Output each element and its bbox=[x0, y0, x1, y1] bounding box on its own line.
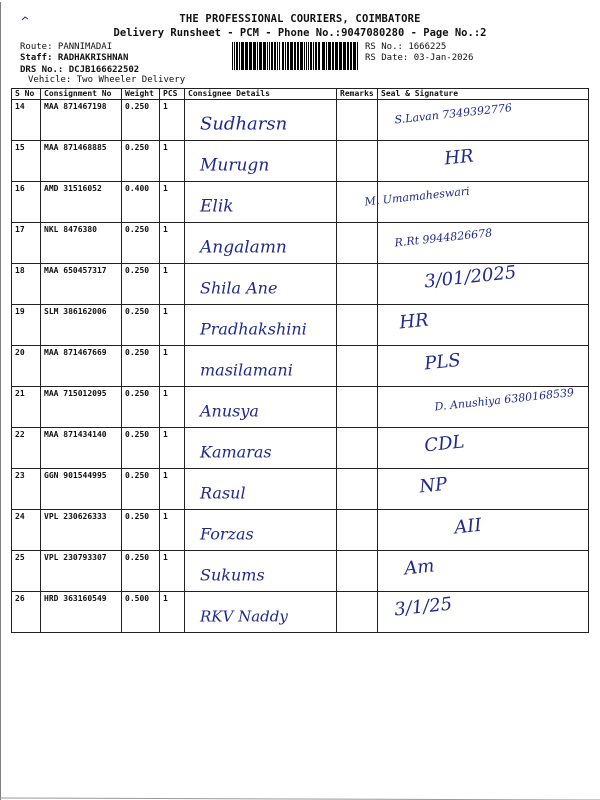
handwritten-seal-signature: AII bbox=[453, 514, 483, 539]
cell-pcs: 1 bbox=[160, 100, 185, 141]
handwritten-consignee-signature: masilamani bbox=[200, 360, 293, 380]
cell-sno: 21 bbox=[12, 387, 41, 428]
cell-remarks bbox=[337, 592, 378, 633]
table-row bbox=[12, 469, 589, 510]
cell-consignee bbox=[185, 305, 337, 346]
handwritten-consignee-signature: RKV Naddy bbox=[200, 607, 288, 626]
handwritten-consignee-signature: Murugn bbox=[200, 155, 270, 176]
cell-consignee bbox=[185, 346, 337, 387]
col-header-seal: Seal & Signature bbox=[378, 89, 589, 100]
table-row bbox=[12, 551, 589, 592]
vehicle-label: Vehicle: Two Wheeler Delivery bbox=[28, 75, 186, 85]
cell-sno: 17 bbox=[12, 223, 41, 264]
cell-remarks bbox=[337, 264, 378, 305]
cell-seal-signature bbox=[378, 141, 589, 182]
cell-sno: 22 bbox=[12, 428, 41, 469]
handwritten-seal-signature: R.Rt 9944826678 bbox=[393, 226, 493, 250]
cell-weight: 0.250 bbox=[122, 141, 160, 182]
cell-seal-signature bbox=[378, 551, 589, 592]
cell-pcs: 1 bbox=[160, 510, 185, 551]
cell-sno: 15 bbox=[12, 141, 41, 182]
cell-consignment-no: NKL 8476380 bbox=[41, 223, 122, 264]
cell-consignee bbox=[185, 469, 337, 510]
handwritten-consignee-signature: Sukums bbox=[200, 565, 265, 585]
handwritten-seal-signature: NP bbox=[418, 473, 449, 498]
handwritten-seal-signature: CDL bbox=[423, 431, 466, 457]
handwritten-consignee-signature: Sudharsn bbox=[200, 113, 288, 135]
cell-remarks bbox=[337, 305, 378, 346]
cell-pcs: 1 bbox=[160, 182, 185, 223]
cell-pcs: 1 bbox=[160, 223, 185, 264]
col-header-pcs: PCS bbox=[160, 89, 185, 100]
cell-sno: 23 bbox=[12, 469, 41, 510]
col-header-consignment: Consignment No bbox=[41, 89, 122, 100]
cell-sno: 20 bbox=[12, 346, 41, 387]
staff-label: Staff: RADHAKRISHNAN bbox=[20, 53, 129, 63]
cell-consignee bbox=[185, 592, 337, 633]
col-header-weight: Weight bbox=[122, 89, 160, 100]
cell-weight: 0.250 bbox=[122, 264, 160, 305]
cell-pcs: 1 bbox=[160, 592, 185, 633]
cell-consignment-no: VPL 230793307 bbox=[41, 551, 122, 592]
cell-consignee bbox=[185, 223, 337, 264]
cell-remarks bbox=[337, 551, 378, 592]
table-row bbox=[12, 264, 589, 305]
barcode-image bbox=[232, 42, 360, 70]
cell-consignment-no: SLM 386162006 bbox=[41, 305, 122, 346]
col-header-sno: S No bbox=[12, 89, 41, 100]
cell-weight: 0.250 bbox=[122, 428, 160, 469]
table-row bbox=[12, 182, 589, 223]
cell-remarks bbox=[337, 100, 378, 141]
table-row bbox=[12, 592, 589, 633]
handwritten-consignee-signature: Anusya bbox=[200, 401, 259, 421]
cell-pcs: 1 bbox=[160, 428, 185, 469]
cell-seal-signature bbox=[378, 387, 589, 428]
cell-consignee bbox=[185, 387, 337, 428]
handwritten-consignee-signature: Forzas bbox=[200, 524, 254, 544]
cell-consignee bbox=[185, 551, 337, 592]
cell-consignment-no: VPL 230626333 bbox=[41, 510, 122, 551]
cell-weight: 0.250 bbox=[122, 100, 160, 141]
cell-remarks bbox=[337, 469, 378, 510]
cell-seal-signature bbox=[378, 346, 589, 387]
cell-consignment-no: MAA 650457317 bbox=[41, 264, 122, 305]
handwritten-consignee-signature: Pradhakshini bbox=[200, 319, 307, 339]
handwritten-seal-signature: HR bbox=[443, 145, 475, 170]
handwritten-seal-signature: Am bbox=[403, 555, 436, 580]
rs-number: RS No.: 1666225 bbox=[365, 42, 447, 52]
table-row bbox=[12, 223, 589, 264]
handwritten-consignee-signature: Rasul bbox=[200, 483, 246, 503]
cell-consignment-no: MAA 871468885 bbox=[41, 141, 122, 182]
cell-consignee bbox=[185, 182, 337, 223]
cell-consignment-no: GGN 901544995 bbox=[41, 469, 122, 510]
handwritten-consignee-signature: Kamaras bbox=[200, 442, 272, 462]
company-title: THE PROFESSIONAL COURIERS, COIMBATORE bbox=[179, 13, 421, 25]
cell-remarks bbox=[337, 510, 378, 551]
handwritten-seal-signature: M. Umamaheswari bbox=[363, 184, 471, 209]
cell-seal-signature bbox=[378, 305, 589, 346]
cell-pcs: 1 bbox=[160, 305, 185, 346]
cell-weight: 0.250 bbox=[122, 551, 160, 592]
table-row bbox=[12, 387, 589, 428]
cell-sno: 24 bbox=[12, 510, 41, 551]
cell-consignee bbox=[185, 510, 337, 551]
table-row bbox=[12, 510, 589, 551]
cell-seal-signature bbox=[378, 592, 589, 633]
cell-seal-signature bbox=[378, 261, 589, 305]
handwritten-consignee-signature: Shila Ane bbox=[200, 278, 278, 298]
handwritten-seal-signature: 3/1/25 bbox=[393, 593, 454, 621]
cell-weight: 0.250 bbox=[122, 387, 160, 428]
cell-sno: 19 bbox=[12, 305, 41, 346]
cell-seal-signature bbox=[378, 182, 589, 223]
cell-seal-signature bbox=[378, 469, 589, 510]
cell-sno: 25 bbox=[12, 551, 41, 592]
col-header-consignee: Consignee Details bbox=[185, 89, 337, 100]
cell-seal-signature bbox=[378, 100, 589, 141]
cell-consignment-no: MAA 871467198 bbox=[41, 100, 122, 141]
cell-consignment-no: MAA 715012095 bbox=[41, 387, 122, 428]
cell-consignee bbox=[185, 428, 337, 469]
cell-pcs: 1 bbox=[160, 551, 185, 592]
handwritten-seal-signature: 3/01/2025 bbox=[423, 261, 518, 293]
cell-remarks bbox=[337, 182, 378, 223]
rs-date: RS Date: 03-Jan-2026 bbox=[365, 53, 474, 63]
cell-pcs: 1 bbox=[160, 264, 185, 305]
cell-remarks bbox=[337, 346, 378, 387]
handwritten-seal-signature: S.Lavan 7349392776 bbox=[393, 101, 513, 127]
cell-consignment-no: MAA 871467669 bbox=[41, 346, 122, 387]
cell-sno: 26 bbox=[12, 592, 41, 633]
cell-weight: 0.250 bbox=[122, 223, 160, 264]
cell-consignee bbox=[185, 100, 337, 141]
cell-seal-signature bbox=[378, 428, 589, 469]
handwritten-seal-signature: HR bbox=[398, 309, 430, 334]
cell-seal-signature bbox=[378, 223, 589, 264]
cell-consignee bbox=[185, 141, 337, 182]
cell-remarks bbox=[337, 223, 378, 264]
cell-pcs: 1 bbox=[160, 141, 185, 182]
handwritten-consignee-signature: Elik bbox=[200, 196, 234, 217]
cell-sno: 18 bbox=[12, 264, 41, 305]
cell-remarks bbox=[337, 141, 378, 182]
drs-number: DRS No.: DCJB166622502 bbox=[20, 65, 140, 75]
cell-weight: 0.250 bbox=[122, 346, 160, 387]
cell-sno: 16 bbox=[12, 182, 41, 223]
table-header-row bbox=[12, 89, 589, 100]
table-row bbox=[12, 305, 589, 346]
cell-weight: 0.250 bbox=[122, 469, 160, 510]
table-row bbox=[12, 346, 589, 387]
cell-weight: 0.250 bbox=[122, 305, 160, 346]
runsheet-table bbox=[11, 88, 589, 633]
table-body bbox=[12, 100, 589, 633]
table-row bbox=[12, 141, 589, 182]
cell-weight: 0.250 bbox=[122, 510, 160, 551]
table-row bbox=[12, 428, 589, 469]
cell-pcs: 1 bbox=[160, 346, 185, 387]
col-header-remarks: Remarks bbox=[337, 89, 378, 100]
handwritten-seal-signature: D. Anushiya 6380168539 bbox=[433, 385, 575, 414]
runsheet-subtitle: Delivery Runsheet - PCM - Phone No.:9047080280 - Page No.:2 bbox=[113, 27, 487, 39]
cell-pcs: 1 bbox=[160, 387, 185, 428]
cell-sno: 14 bbox=[12, 100, 41, 141]
cell-seal-signature bbox=[378, 510, 589, 551]
handwritten-consignee-signature: Angalamn bbox=[200, 237, 287, 258]
route-label: Route: PANNIMADAI bbox=[20, 42, 113, 52]
cell-consignment-no: AMD 31516052 bbox=[41, 182, 122, 223]
cell-consignee bbox=[185, 264, 337, 305]
cell-weight: 0.400 bbox=[122, 182, 160, 223]
handwritten-seal-signature: PLS bbox=[423, 349, 462, 375]
table-row bbox=[12, 100, 589, 141]
cell-consignment-no: HRD 363160549 bbox=[41, 592, 122, 633]
cell-remarks bbox=[337, 428, 378, 469]
cell-pcs: 1 bbox=[160, 469, 185, 510]
cell-weight: 0.500 bbox=[122, 592, 160, 633]
cell-consignment-no: MAA 871434140 bbox=[41, 428, 122, 469]
cell-remarks bbox=[337, 387, 378, 428]
